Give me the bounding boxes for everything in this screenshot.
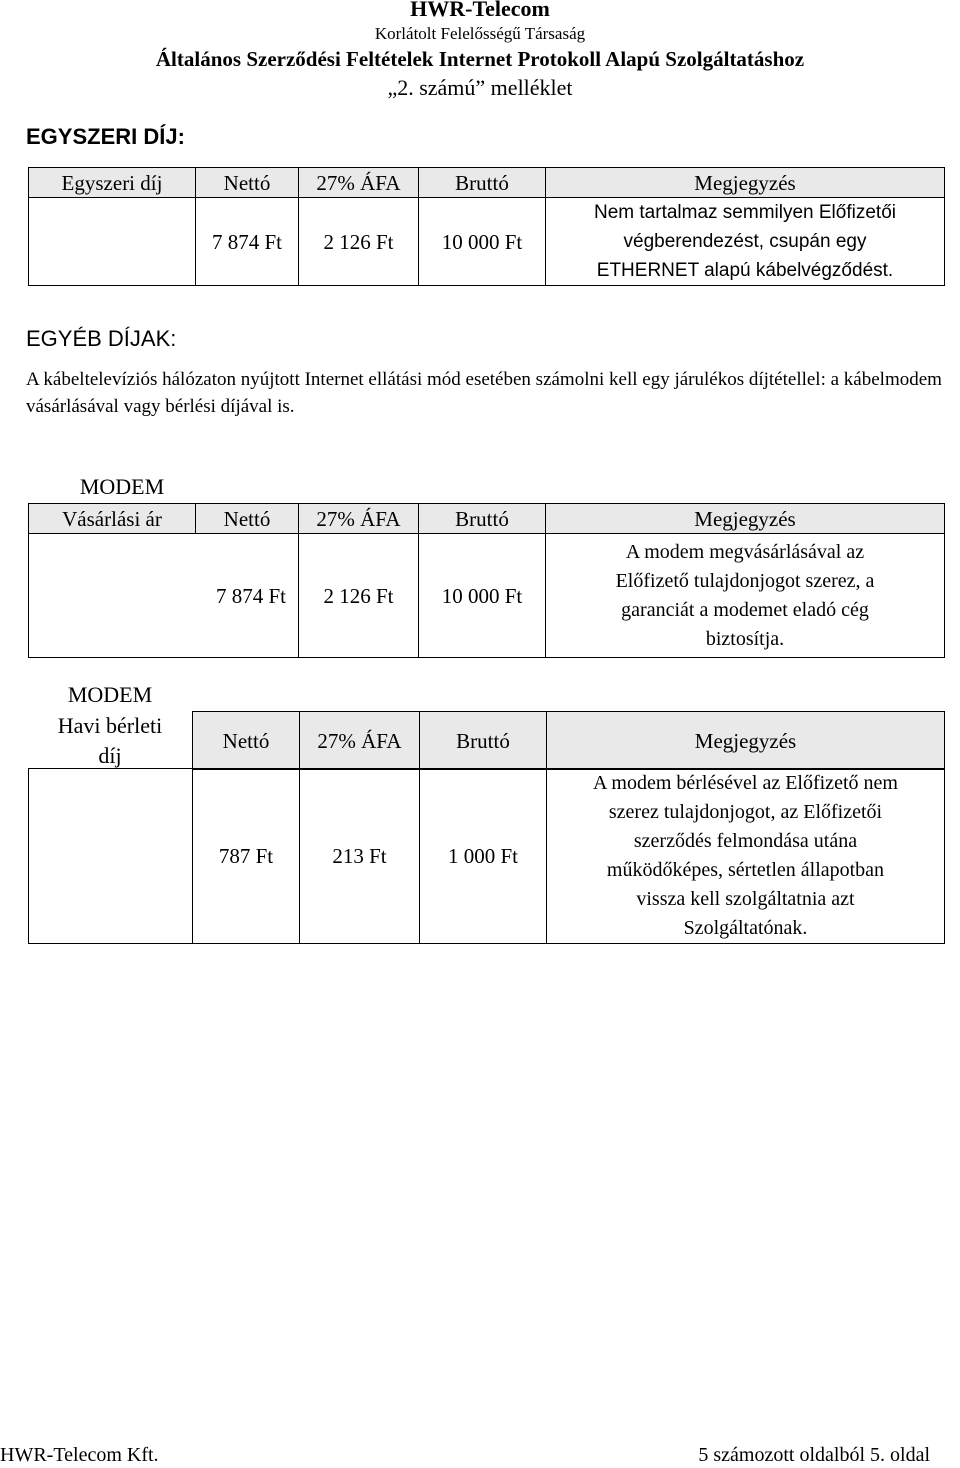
column-header: 27% ÁFA [299,504,419,534]
modem-rental-label [28,711,192,771]
fee-label-cell [29,198,196,286]
company-legal-form: Korlátolt Felelősségű Társaság [374,24,586,43]
table-row [29,534,945,658]
note-line: A modem bérlésével az Előfizető nem [593,772,898,794]
column-header: Nettó [193,712,300,770]
note-line: garanciát a modemet eladó cég [621,598,869,621]
vat-cell: 2 126 Ft [299,534,419,658]
table-header-row [193,712,945,770]
modem-rental-values-table [28,768,945,944]
note-cell [546,198,945,286]
modem-purchase-table [28,503,945,658]
other-fees-paragraph: A kábeltelevíziós hálózaton nyújtott Internet ellátási mód esetében számolni kell egy járulékos díjtétellel: a kábelmodem vásárlásával vagy bérlési díjával is. [26,369,942,417]
modem-rental-caption: MODEM [67,682,153,707]
gross-cell: 10 000 Ft [419,534,546,658]
table-header-row [29,504,945,534]
other-fees-heading: EGYÉB DÍJAK: [26,326,177,351]
table-header-row [29,168,945,198]
note-line: ETHERNET alapú kábelvégződést. [596,260,894,281]
gross-cell: 1 000 Ft [420,769,547,944]
footer-page-number: 5 számozott oldalból 5. oldal [698,1444,930,1466]
column-header: Bruttó [420,712,547,770]
net-cell: 787 Ft [193,769,300,944]
company-name: HWR-Telecom [410,0,550,21]
vat-cell: 2 126 Ft [299,198,419,286]
document-title: Általános Szerződési Feltételek Internet Protokoll Alapú Szolgáltatáshoz [155,47,805,71]
gross-cell: 10 000 Ft [419,198,546,286]
net-cell: 7 874 Ft [196,198,299,286]
note-line: működőképes, sértetlen állapotban [606,859,885,881]
column-header: 27% ÁFA [299,168,419,198]
vat-cell: 213 Ft [300,769,420,944]
note-line: vissza kell szolgáltatnia azt [636,888,855,910]
net-cell: 7 874 Ft [29,534,299,658]
note-line: Nem tartalmaz semmilyen Előfizetői [594,202,896,223]
modem-purchase-caption: MODEM [79,474,165,499]
column-header: Vásárlási ár [29,504,196,534]
note-line: A modem megvásárlásával az [625,540,865,563]
note-line: végberendezést, csupán egy [623,231,867,252]
annex-label: „2. számú” melléklet [387,75,573,100]
note-line: Előfizető tulajdonjogot szerez, a [615,569,875,592]
column-header: Bruttó [419,168,546,198]
column-header: Megjegyzés [546,168,945,198]
column-header: Megjegyzés [546,504,945,534]
one-time-fee-heading: EGYSZERI DÍJ: [26,124,185,149]
footer-company: HWR-Telecom Kft. [0,1444,159,1466]
table-row [29,198,945,286]
column-header: Nettó [196,504,299,534]
note-line: Szolgáltatónak. [683,917,808,939]
column-header: 27% ÁFA [300,712,420,770]
one-time-fee-table [28,167,945,286]
table-row [29,769,945,944]
column-header: Megjegyzés [547,712,945,770]
note-line: szerez tulajdonjogot, az Előfizetői [608,801,883,823]
rental-label-line: díj [98,743,122,768]
note-line: szerződés felmondása utána [633,830,858,852]
column-header: Bruttó [419,504,546,534]
note-cell [546,534,945,658]
modem-rental-table [192,711,945,770]
note-cell [547,769,945,944]
column-header: Nettó [196,168,299,198]
column-header: Egyszeri díj [29,168,196,198]
rental-label-line: Havi bérleti [57,713,163,738]
rental-label-cell [29,769,193,944]
note-line: biztosítja. [705,627,785,650]
